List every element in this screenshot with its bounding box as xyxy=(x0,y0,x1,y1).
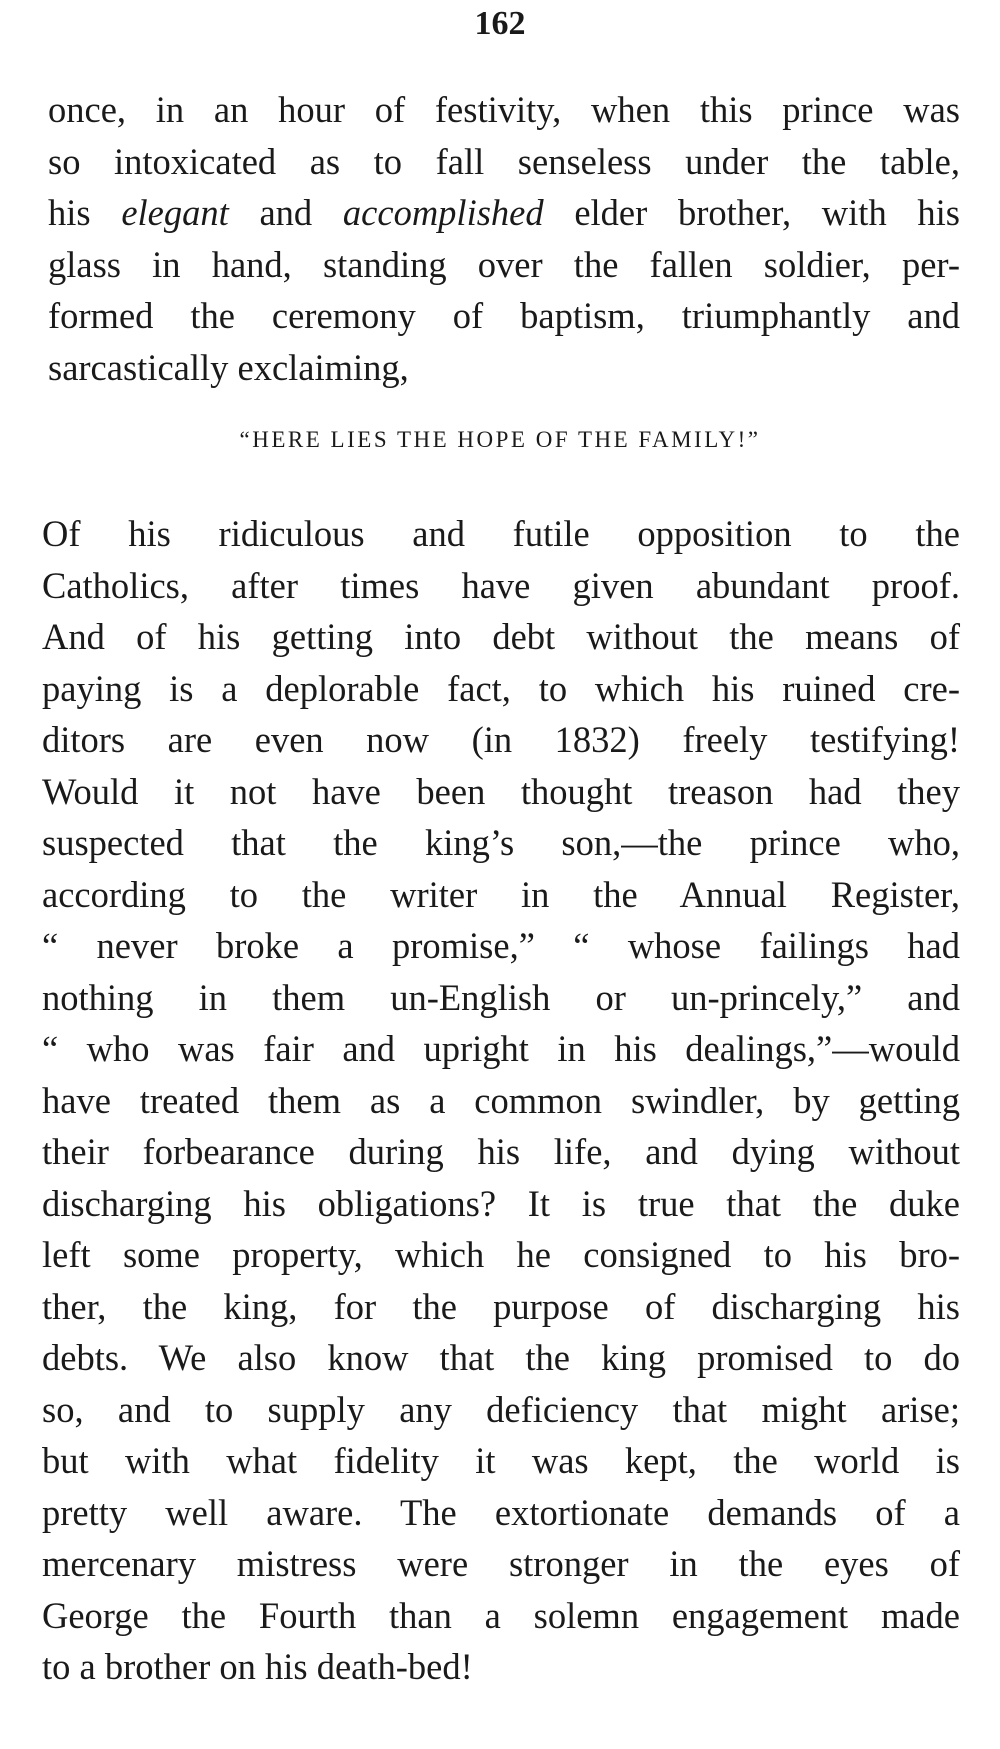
text-segment: elder brother, with his xyxy=(543,192,961,233)
text-line: Would it not have been thought treason had they xyxy=(42,770,960,812)
text-line: left some property, which he consigned to his bro- xyxy=(42,1234,960,1275)
paragraph-2 xyxy=(42,508,960,1693)
text-line: And of his getting into debt without the means of xyxy=(42,616,960,657)
page-number: 162 xyxy=(474,5,526,42)
text-line: discharging his obligations? It is true that the duke xyxy=(42,1182,960,1224)
text-line: George the Fourth than a solemn engagement made xyxy=(42,1594,960,1636)
text-line: Catholics, after times have given abundant proof. xyxy=(42,564,960,606)
text-segment: his xyxy=(48,192,122,233)
text-line: nothing in them un-English or un-princely,” and xyxy=(42,976,960,1018)
text-line: to a brother on his death-bed! xyxy=(42,1646,473,1687)
text-line: formed the ceremony of baptism, triumphantly and xyxy=(48,295,960,336)
text-line: “ who was fair and upright in his dealings,”—would xyxy=(42,1028,960,1069)
italic-word-accomplished: accomplished xyxy=(342,192,544,233)
text-line: debts. We also know that the king promised to do xyxy=(42,1337,960,1378)
text-line: Of his ridiculous and futile opposition to the xyxy=(42,513,960,554)
text-line: but with what fidelity it was kept, the world is xyxy=(42,1440,960,1481)
text-line: so intoxicated as to fall senseless under the table, xyxy=(48,140,960,182)
paragraph-1 xyxy=(48,84,960,393)
text-line: according to the writer in the Annual Register, xyxy=(42,873,960,915)
text-line: pretty well aware. The extortionate demands of a xyxy=(42,1491,960,1533)
text-line: mercenary mistress were stronger in the eyes of xyxy=(42,1543,960,1584)
text-line: sarcastically exclaiming, xyxy=(48,346,409,388)
text-line: ther, the king, for the purpose of discharging his xyxy=(42,1285,960,1327)
italic-word-elegant: elegant xyxy=(121,192,229,233)
text-line: their forbearance during his life, and dying without xyxy=(42,1131,960,1172)
text-line: so, and to supply any deficiency that might arise; xyxy=(42,1388,960,1430)
text-line: suspected that the king’s son,—the prince who, xyxy=(42,822,960,863)
motto-quote: “HERE LIES THE HOPE OF THE FAMILY!” xyxy=(239,427,761,452)
text-line-with-italics xyxy=(48,187,960,239)
text-line: “ never broke a promise,” “ whose failings had xyxy=(42,925,960,966)
text-line: ditors are even now (in 1832) freely testifying! xyxy=(42,719,960,760)
text-line: have treated them as a common swindler, by getting xyxy=(42,1079,960,1121)
text-line: once, in an hour of festivity, when this prince was xyxy=(48,89,960,130)
text-segment: and xyxy=(228,192,343,233)
text-line: paying is a deplorable fact, to which his ruined cre- xyxy=(42,667,960,709)
text-line: glass in hand, standing over the fallen soldier, per- xyxy=(48,243,960,285)
